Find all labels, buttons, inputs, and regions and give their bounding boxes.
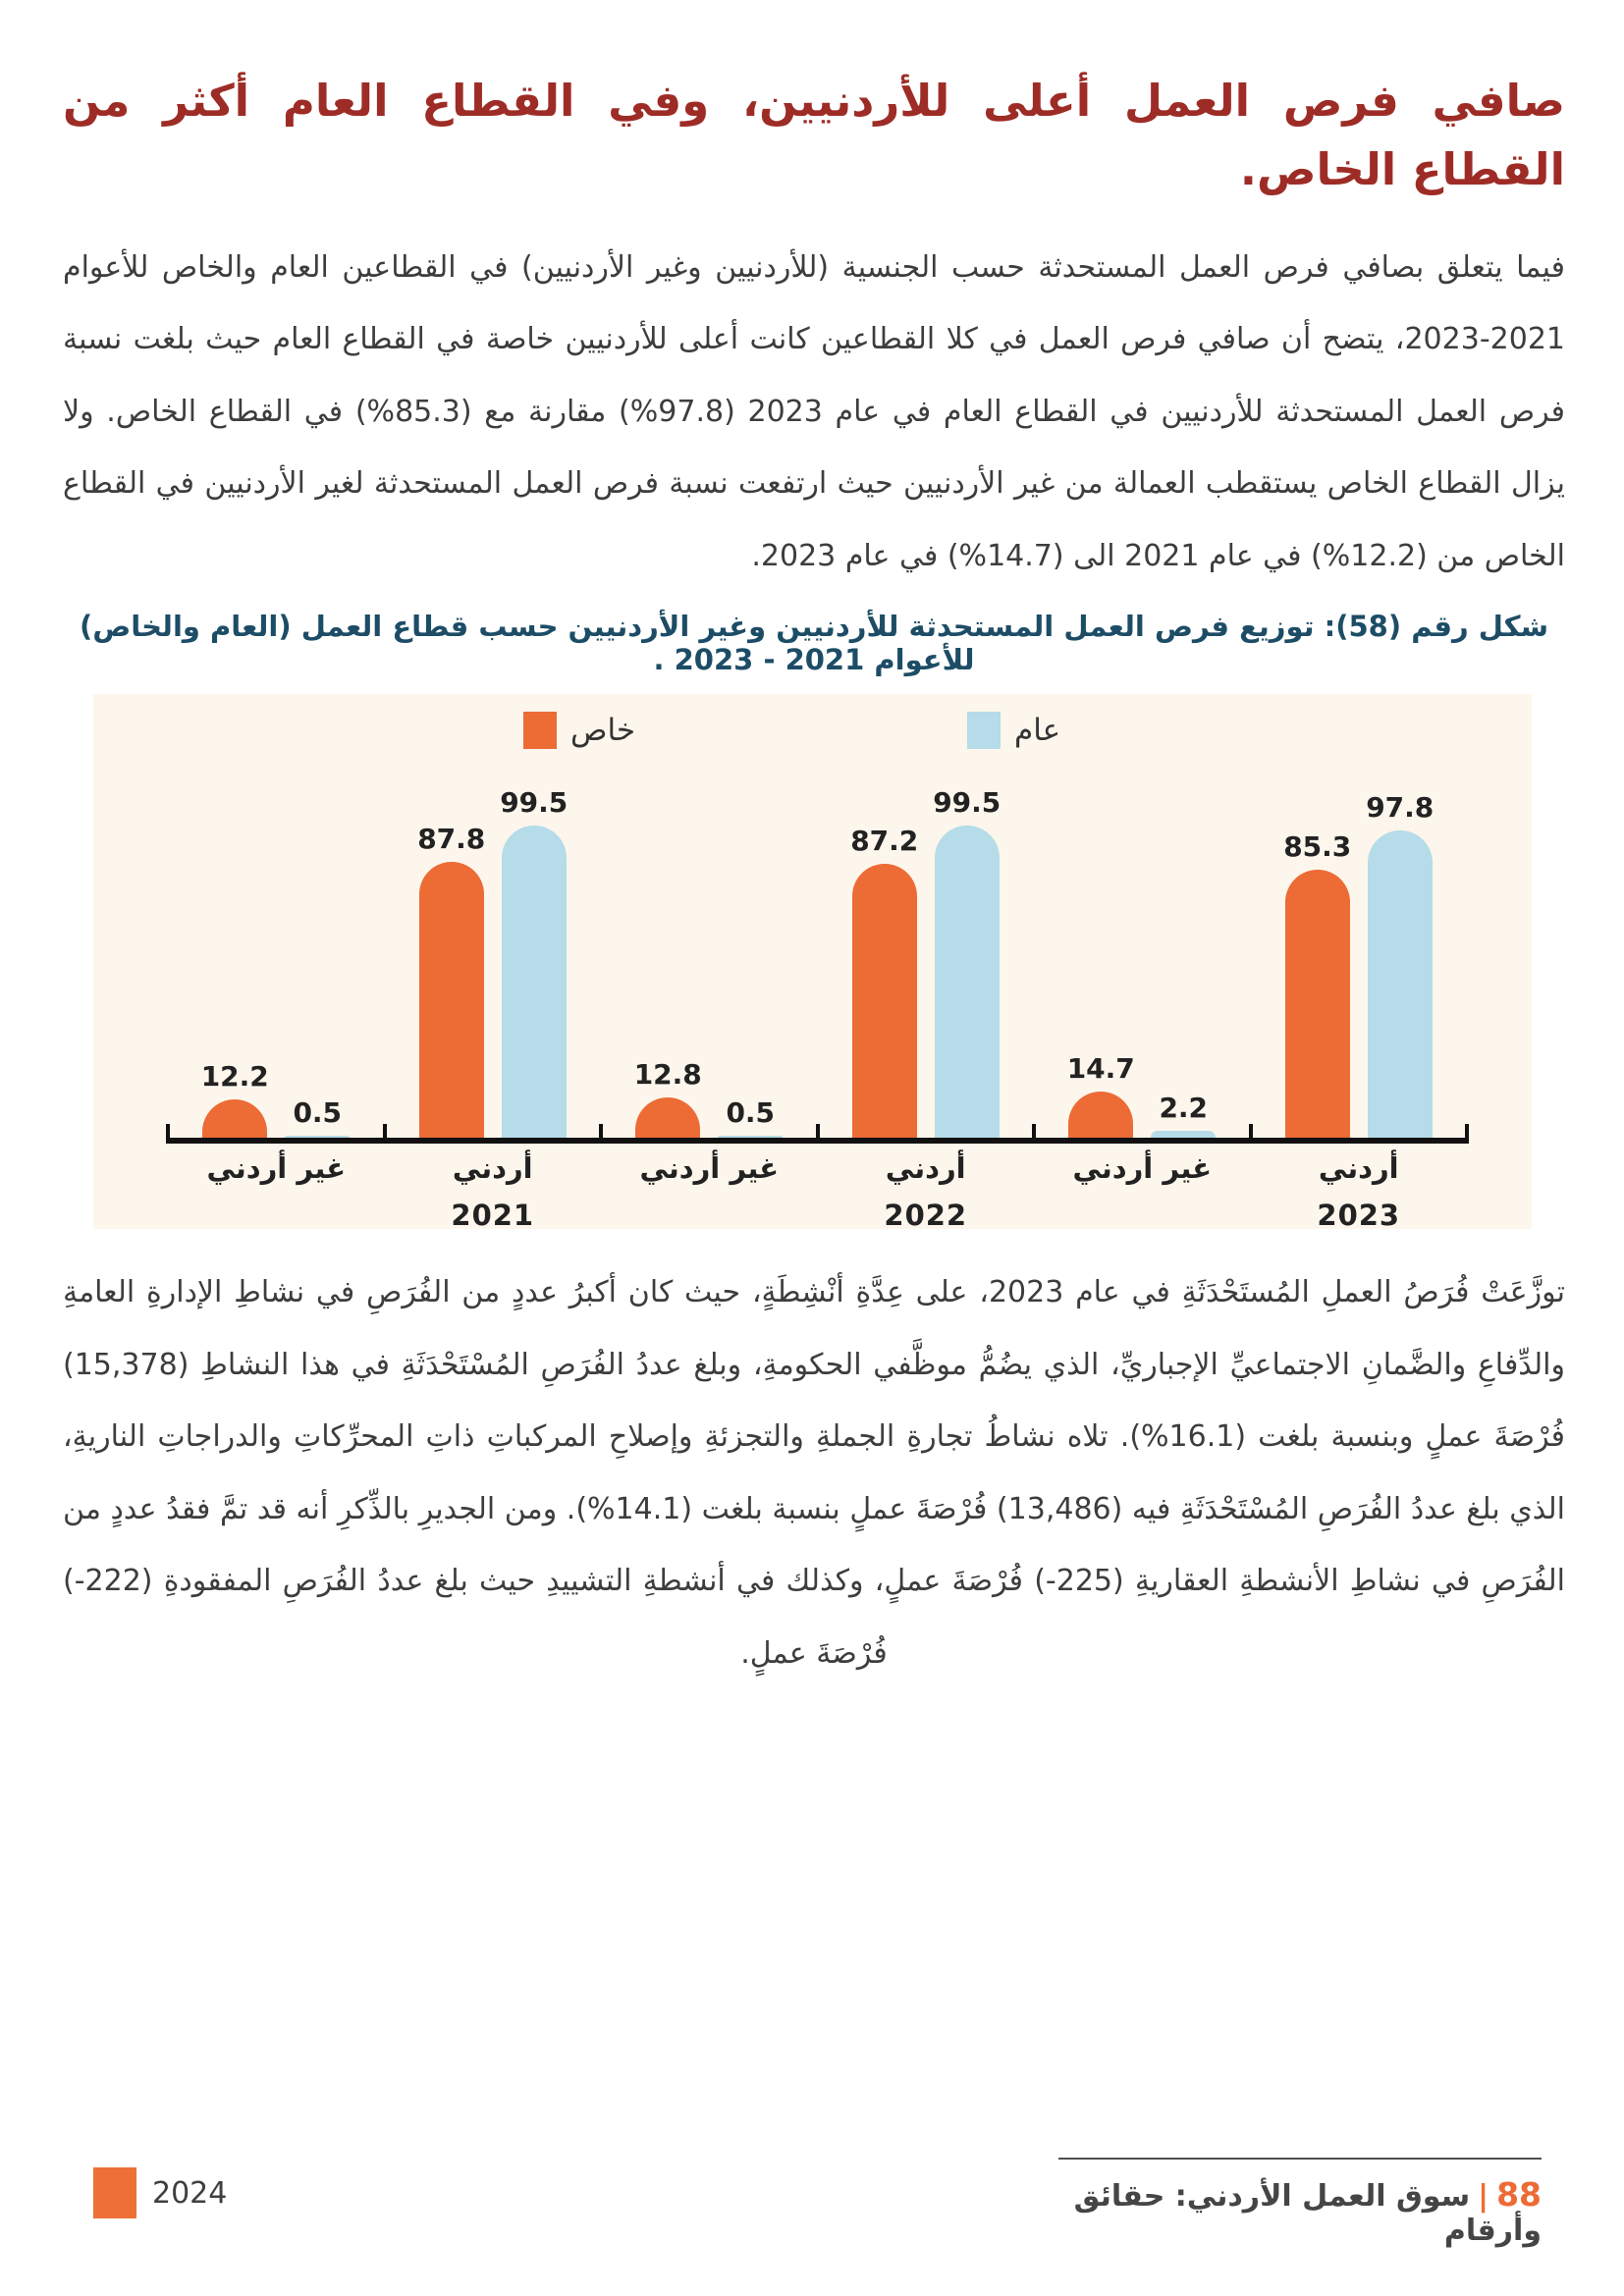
footer-divider: [1058, 2158, 1542, 2160]
footer-year-marker: [93, 2167, 136, 2218]
chart-bar-private: [852, 864, 917, 1138]
footer-separator: |: [1478, 2179, 1489, 2214]
page-title: صافي فرص العمل أعلى للأردنيين، وفي القطاع العام أكثر من القطاع الخاص.: [63, 75, 1565, 195]
bar-value-label: 2.2: [1159, 1092, 1209, 1124]
chart-plot: [93, 694, 1532, 1232]
bar-value-label: 99.5: [500, 786, 568, 819]
x-axis-label: أردني: [1318, 1151, 1399, 1185]
axis-tick: [599, 1124, 603, 1138]
chart-bar-public: [502, 826, 567, 1138]
axis-tick: [383, 1124, 387, 1138]
x-axis-label: غير أردني: [206, 1151, 347, 1185]
chart-bar-private: [1068, 1092, 1133, 1138]
chart-bar-public: [285, 1136, 350, 1138]
bar-value-label: 85.3: [1283, 830, 1352, 863]
axis-tick: [1465, 1124, 1469, 1138]
paragraph-2: توزَّعَتْ فُرَصُ العملِ المُستَحْدَثَةِ في عام 2023، على عِدَّةِ أنْشِطَةٍ، حيث كان أكبرُ عددٍ من الفُرَصِ في نشاطِ الإدارةِ العامةِ والدِّفاعِ والضَّمانِ الاجتماعيِّ الإجباريِّ، الذي يضُمُّ موظَّفي الحكومةِ، وبلغ عددُ الفُرَصِ المُسْتَحْدَثَةِ في هذا النشاطِ (15,378) فُرْصَةَ عملٍ وبنسبة بلغت (16.1%). تلاه نشاطُ تجارةِ الجملةِ والتجزئةِ وإصلاحِ المركباتِ ذاتِ المحرِّكاتِ والدراجاتِ الناريةِ، الذي بلغ عددُ الفُرَصِ المُسْتَحْدَثَةِ فيه (13,486) فُرْصَةَ عملٍ بنسبة بلغت (14.1%). ومن الجديرِ بالذِّكرِ أنه قد تمَّ فقدُ عددٍ من الفُرَصِ في نشاطِ الأنشطةِ العقاريةِ (225-) فُرْصَةَ عملٍ، وكذلك في أنشطةِ التشييدِ حيث بلغ عددُ الفُرَصِ المفقودةِ (222-) فُرْصَةَ عملٍ.: [63, 1275, 1566, 1671]
year-label: 2022: [884, 1199, 968, 1232]
bar-value-label: 99.5: [933, 786, 1001, 819]
bar-value-label: 87.8: [417, 823, 486, 855]
axis-tick: [166, 1124, 170, 1138]
chart-bar-public: [718, 1136, 783, 1138]
bar-value-label: 12.8: [633, 1058, 702, 1091]
bar-value-label: 0.5: [293, 1096, 343, 1129]
axis-tick: [1032, 1124, 1036, 1138]
footer-left: [93, 2167, 227, 2218]
chart-bar-private: [635, 1097, 700, 1138]
chart-bar-public: [1151, 1131, 1216, 1138]
chart-bar-private: [419, 862, 484, 1138]
x-axis-label: غير أردني: [1072, 1151, 1213, 1185]
page-number: 88: [1496, 2175, 1542, 2214]
chart-bar-public: [1368, 830, 1433, 1138]
paragraph-1: فيما يتعلق بصافي فرص العمل المستحدثة حسب الجنسية (للأردنيين وغير الأردنيين) في القطاعين العام والخاص للأعوام 2021-2023، يتضح أن صافي فرص العمل في كلا القطاعين كانت أعلى للأردنيين خاصة في القطاع العام حيث بلغت نسبة فرص العمل المستحدثة للأردنيين في القطاع العام في عام 2023 (97.8%) مقارنة مع (85.3%) في القطاع الخاص. ولا يزال القطاع الخاص يستقطب العمالة من غير الأردنيين حيث ارتفعت نسبة فرص العمل المستحدثة لغير الأردنيين في القطاع الخاص من (12.2%) في عام 2021 الى (14.7%) في عام 2023.: [63, 249, 1566, 573]
book-title: سوق العمل الأردني: حقائق وأرقام: [1073, 2179, 1542, 2248]
bar-value-label: 87.2: [850, 825, 919, 857]
legend-label-private: خاص: [570, 713, 636, 748]
axis-tick: [1249, 1124, 1253, 1138]
footer-right: [1058, 2158, 1542, 2248]
bar-value-label: 0.5: [726, 1096, 776, 1129]
x-axis-line: [166, 1138, 1469, 1144]
figure-58-chart: [93, 694, 1532, 1232]
axis-tick: [816, 1124, 820, 1138]
chart-bar-private: [1285, 870, 1350, 1138]
year-label: 2021: [451, 1199, 535, 1232]
chart-bar-public: [935, 826, 1000, 1138]
chart-bar-private: [202, 1099, 267, 1138]
x-axis-label: أردني: [452, 1151, 533, 1185]
bar-value-label: 97.8: [1366, 791, 1435, 824]
year-label: 2023: [1317, 1199, 1401, 1232]
bar-value-label: 14.7: [1066, 1052, 1135, 1085]
legend-label-public: عام: [1014, 713, 1061, 748]
footer-book-title-row: [1058, 2175, 1542, 2248]
footer-year: 2024: [152, 2175, 228, 2211]
bar-value-label: 12.2: [200, 1060, 269, 1093]
x-axis-label: غير أردني: [639, 1151, 780, 1185]
x-axis-label: أردني: [885, 1151, 966, 1185]
figure-caption: شكل رقم (58): توزيع فرص العمل المستحدثة للأردنيين وغير الأردنيين حسب قطاع العمل (العام والخاص) للأعوام 2021 - 2023 .: [80, 610, 1548, 676]
